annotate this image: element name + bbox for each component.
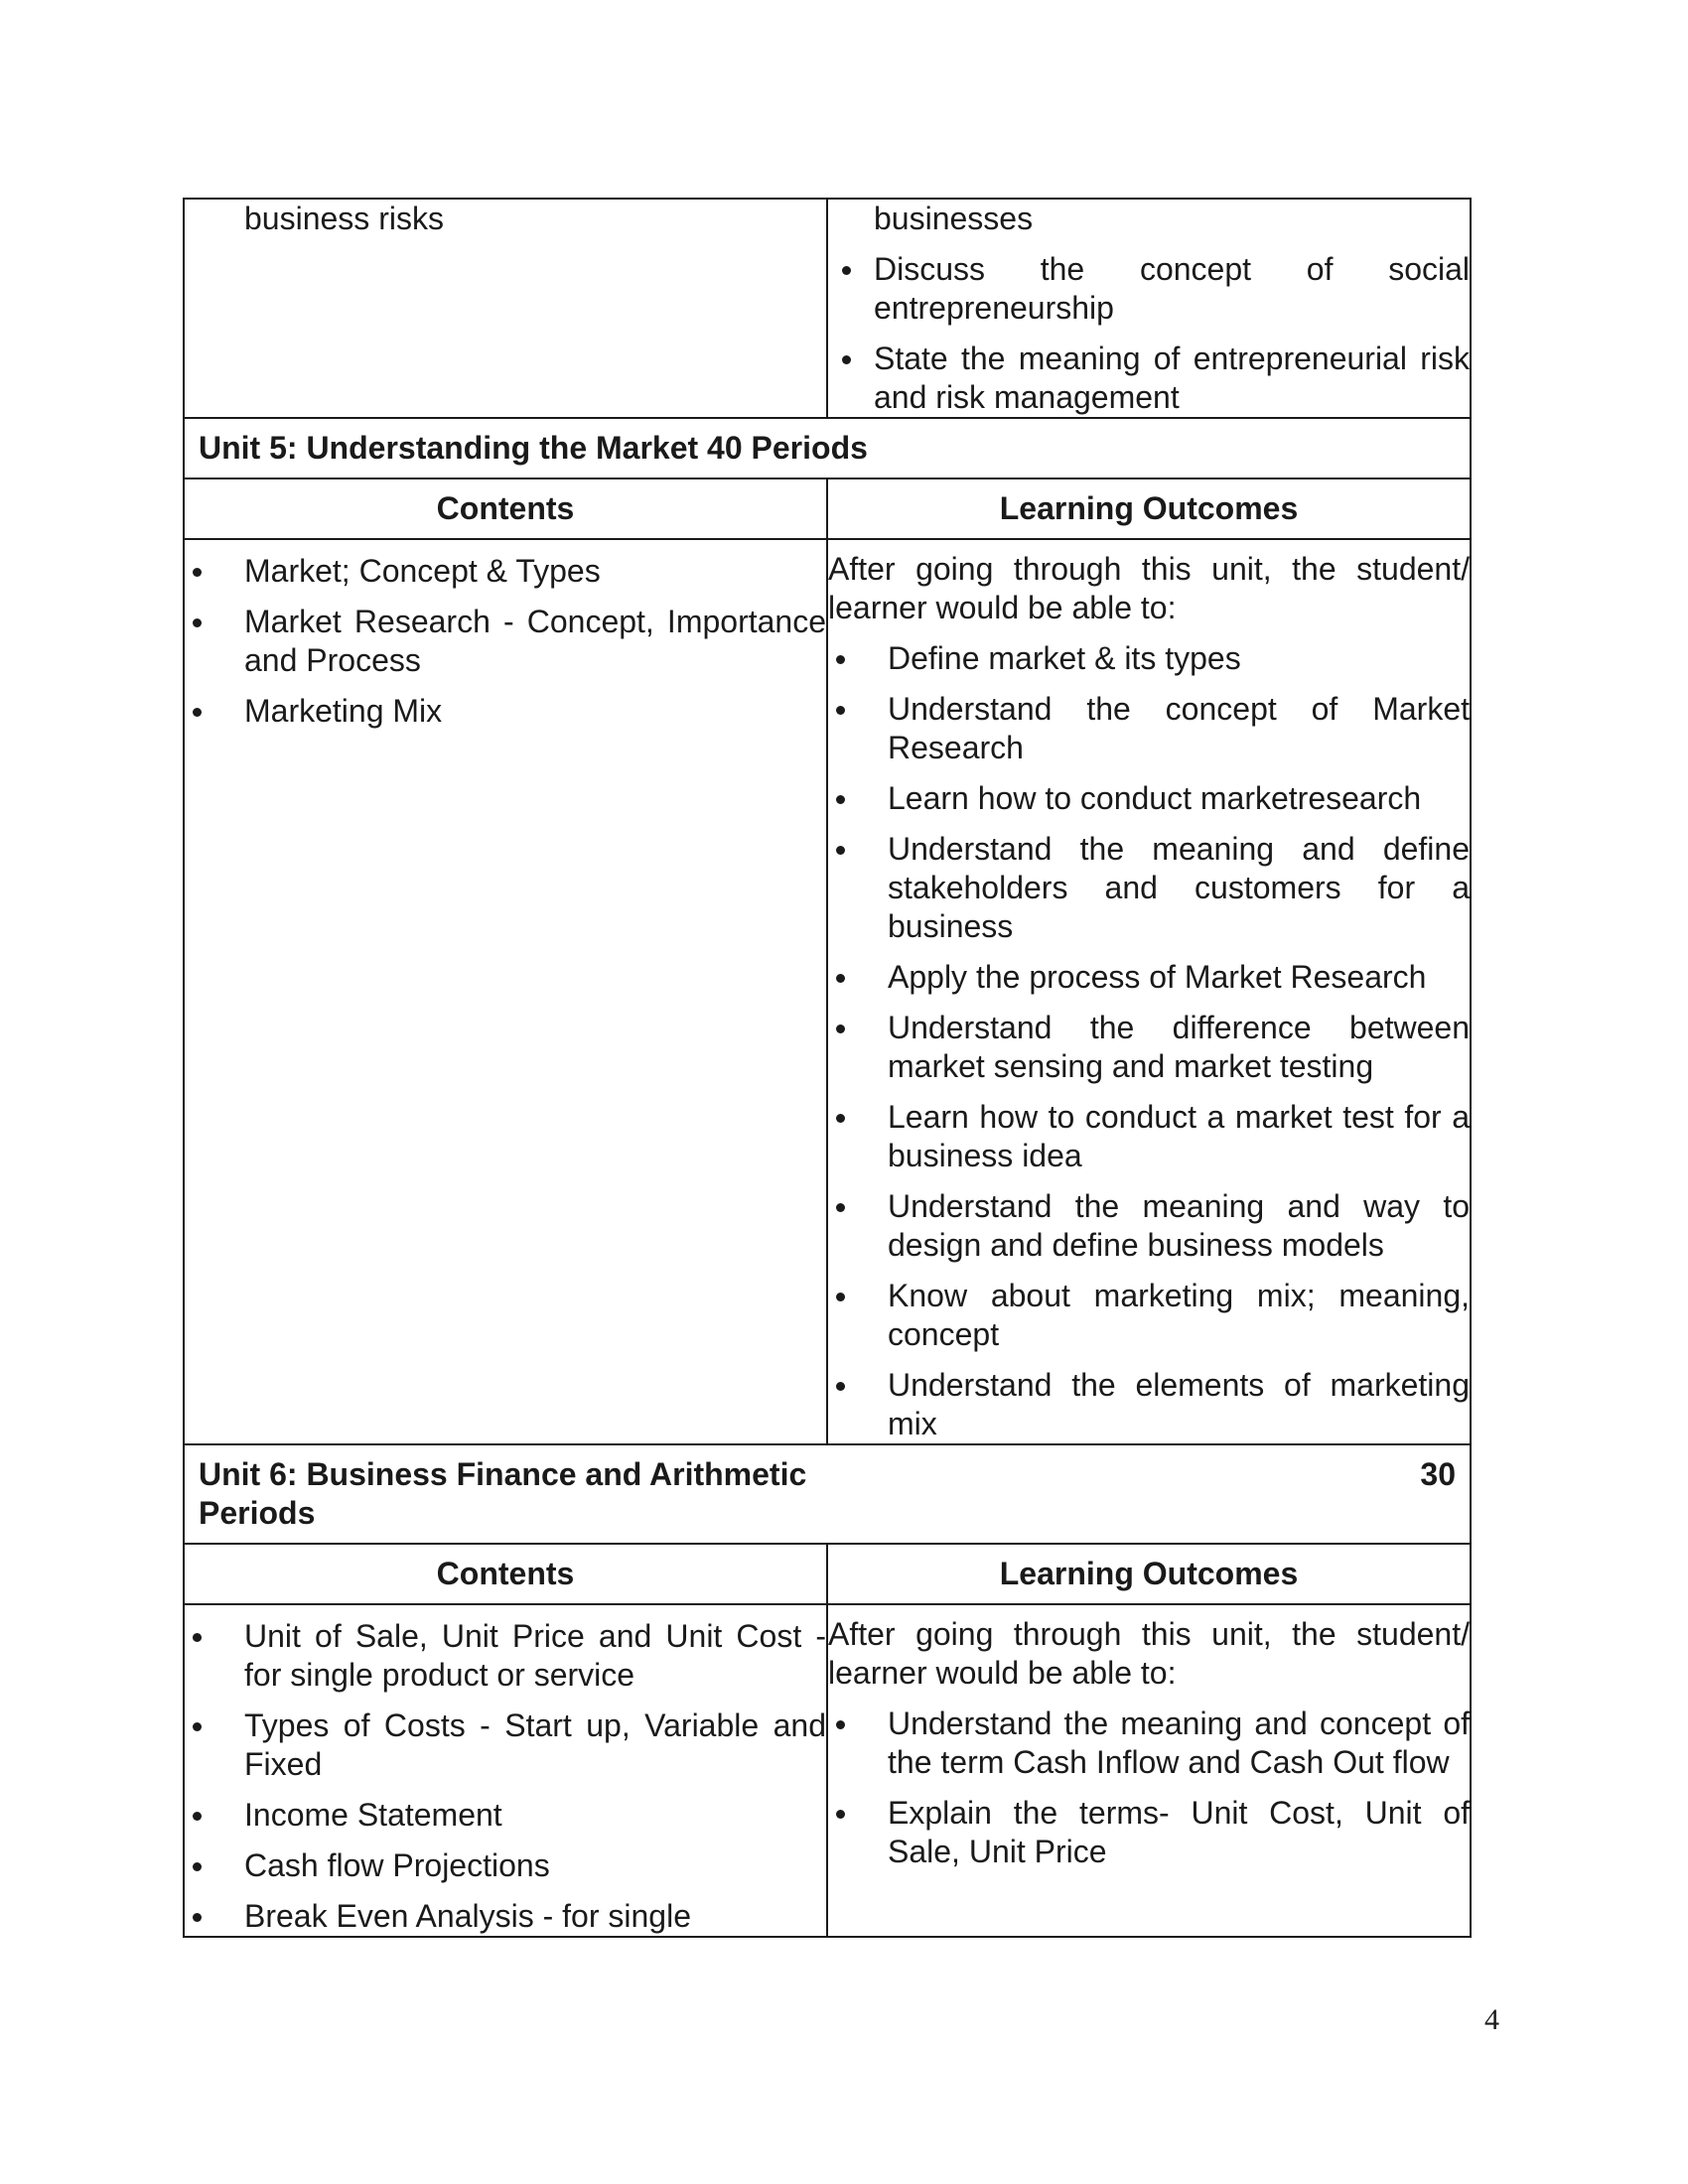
syllabus-table xyxy=(183,198,1472,1938)
outcome-item: Understand the concept of Market Research xyxy=(828,690,1470,767)
unit5-outcomes-cell xyxy=(827,539,1471,1444)
unit5-outcomes-list xyxy=(828,639,1470,1443)
unit4-outcomes-list xyxy=(828,250,1470,417)
unit6-outcomes-list xyxy=(828,1705,1470,1871)
unit6-periods-word: Periods xyxy=(199,1495,316,1531)
unit6-body-row xyxy=(184,1604,1471,1937)
learning-outcomes-header: Learning Outcomes xyxy=(827,478,1471,539)
outcome-item: Understand the elements of marketing mix xyxy=(828,1366,1470,1443)
content-item: Break Even Analysis - for single xyxy=(185,1897,826,1936)
outcome-item: Understand the meaning and way to design and define business models xyxy=(828,1187,1470,1265)
outcome-item: Learn how to conduct a market test for a business idea xyxy=(828,1098,1470,1175)
outcome-item: Understand the meaning and define stakeholders and customers for a business xyxy=(828,830,1470,946)
contents-header: Contents xyxy=(184,478,827,539)
outcome-item: Learn how to conduct marketresearch xyxy=(828,779,1470,818)
unit5-header-row xyxy=(184,478,1471,539)
unit6-header-row xyxy=(184,1544,1471,1604)
unit5-body-row xyxy=(184,539,1471,1444)
continued-outcome-item: businesses xyxy=(874,201,1034,236)
unit6-periods-number: 30 xyxy=(1420,1456,1456,1492)
unit5-contents-cell xyxy=(184,539,827,1444)
content-item: Cash flow Projections xyxy=(185,1846,826,1885)
unit4-outcomes-cell xyxy=(827,199,1471,418)
content-item: Unit of Sale, Unit Price and Unit Cost - for single product or service xyxy=(185,1617,826,1695)
unit4-continuation-row xyxy=(184,199,1471,418)
outcomes-intro: After going through this unit, the student/ learner would be able to: xyxy=(828,1616,1470,1691)
content-item: Marketing Mix xyxy=(185,692,826,731)
unit6-contents-list xyxy=(185,1617,826,1936)
unit6-title: Unit 6: Business Finance and Arithmetic xyxy=(199,1456,807,1492)
unit6-contents-cell xyxy=(184,1604,827,1937)
content-item: Market; Concept & Types xyxy=(185,552,826,591)
unit4-contents-cell xyxy=(184,199,827,418)
outcomes-intro: After going through this unit, the student/ learner would be able to: xyxy=(828,551,1470,625)
outcome-item: Apply the process of Market Research xyxy=(828,958,1470,997)
content-item: Income Statement xyxy=(185,1796,826,1835)
outcome-item: State the meaning of entrepreneurial risk and risk management xyxy=(828,340,1470,417)
content-item: Market Research - Concept, Importance and Process xyxy=(185,603,826,680)
unit6-outcomes-cell xyxy=(827,1604,1471,1937)
contents-header: Contents xyxy=(184,1544,827,1604)
continued-content-item: business risks xyxy=(244,201,444,236)
outcome-item: Understand the difference between market sensing and market testing xyxy=(828,1009,1470,1086)
unit5-contents-list xyxy=(185,552,826,731)
outcome-item: Define market & its types xyxy=(828,639,1470,678)
outcome-item: Know about marketing mix; meaning, concept xyxy=(828,1277,1470,1354)
content-item: Types of Costs - Start up, Variable and Fixed xyxy=(185,1706,826,1784)
page-number: 4 xyxy=(1484,2003,1499,2036)
unit6-title-cell xyxy=(184,1444,1471,1544)
outcome-item: Explain the terms- Unit Cost, Unit of Sale, Unit Price xyxy=(828,1794,1470,1871)
outcome-item: Discuss the concept of social entrepreneurship xyxy=(828,250,1470,328)
unit5-title: Unit 5: Understanding the Market 40 Periods xyxy=(184,418,1471,478)
unit5-title-row xyxy=(184,418,1471,478)
unit6-title-row xyxy=(184,1444,1471,1544)
outcome-item: Understand the meaning and concept of the term Cash Inflow and Cash Out flow xyxy=(828,1705,1470,1782)
learning-outcomes-header: Learning Outcomes xyxy=(827,1544,1471,1604)
